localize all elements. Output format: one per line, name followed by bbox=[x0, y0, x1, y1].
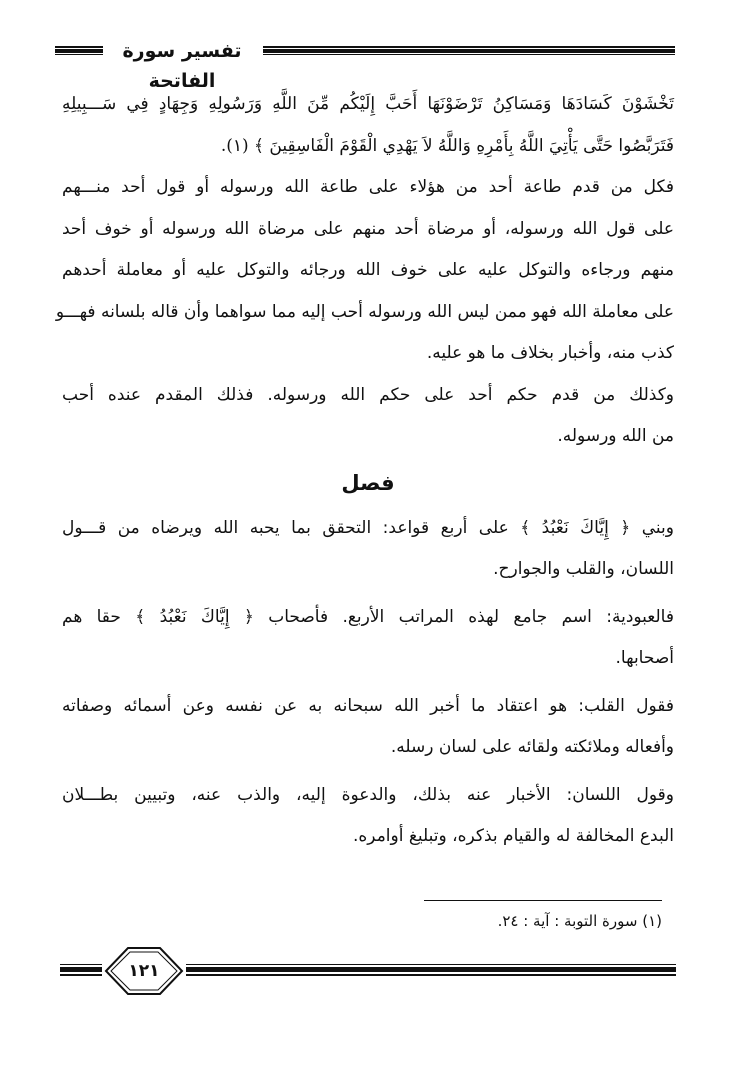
header-rule-right bbox=[263, 46, 675, 55]
footer-rule-right bbox=[186, 964, 676, 976]
page-number: ١٢١ bbox=[128, 961, 160, 981]
section-heading: فصل bbox=[341, 470, 395, 495]
text-line: فقول القلب: هو اعتقاد ما أخبر الله سبحانه به عن نفسه وعن أسمائه وصفاته bbox=[62, 695, 674, 716]
text-line: وقول اللسان: الأخبار عنه بذلك، والدعوة إليه، والذب عنه، وتبيين بطـــلان bbox=[62, 784, 674, 805]
text-line: منهم ورجاءه والتوكل عليه على خوف الله ورجائه والتوكل عليه أو معاملة أحدهم bbox=[62, 260, 674, 280]
text-line: تَخْشَوْنَ كَسَادَهَا وَمَسَاكِنُ تَرْضَوْنَهَا أَحَبَّ إِلَيْكُم مِّنَ اللَّهِ وَرَسُولِهِ وَجِهَادٍ فِي سَـــبِيلِهِ bbox=[62, 94, 674, 114]
running-header bbox=[55, 36, 675, 92]
text-line: على معاملة الله فهو ممن ليس الله ورسوله أحب إليه مما سواهما وأن قاله بلسانه فهـــو bbox=[55, 301, 674, 322]
footnote-separator bbox=[424, 900, 662, 901]
text-line: فكل من قدم طاعة أحد من هؤلاء على طاعة الله ورسوله أو قول أحد منـــهم bbox=[62, 177, 674, 197]
paragraph bbox=[62, 686, 674, 769]
text-line: فالعبودية: اسم جامع لهذه المراتب الأربع. فأصحاب ﴿ إِيَّاكَ نَعْبُدُ ﴾ حقا هم bbox=[62, 606, 674, 627]
paragraph bbox=[62, 597, 674, 680]
paragraph bbox=[62, 375, 674, 458]
paragraph bbox=[55, 167, 674, 375]
text-line: من الله ورسوله. bbox=[557, 426, 674, 446]
text-line: وبني ﴿ إِيَّاكَ نَعْبُدُ ﴾ على أربع قواعد: التحقق بما يحبه الله ويرضاه من قـــول bbox=[62, 517, 674, 538]
text-line: على قول الله ورسوله، أو مرضاة أحد منهم على مرضاة الله ورسوله أو خوف أحد bbox=[62, 218, 674, 239]
text-line: البدع المخالفة له والقيام بذكره، وتبليغ أوامره. bbox=[353, 826, 674, 846]
text-line: كذب منه، وأخبار بخلاف ما هو عليه. bbox=[426, 343, 674, 363]
text-line: أصحابها. bbox=[615, 648, 674, 668]
text-line: وكذلك من قدم حكم أحد على حكم الله ورسوله. فذلك المقدم عنده أحب bbox=[62, 384, 674, 405]
text-line: اللسان، والقلب والجوارح. bbox=[493, 559, 674, 579]
header-title: تفسير سورة الفاتحة bbox=[122, 40, 242, 92]
paragraph bbox=[62, 775, 674, 858]
text-line: فَتَرَبَّصُوا حَتَّى يَأْتِيَ اللَّهُ بِأَمْرِهِ وَاللَّهُ لاَ يَهْدِي الْقَوْمَ الْفَاسِقِينَ ﴾ (١). bbox=[220, 135, 674, 156]
main-text bbox=[55, 84, 674, 858]
footer-rule-left bbox=[60, 964, 102, 976]
paragraph bbox=[62, 508, 674, 591]
footnote: (١) سورة التوبة : آية : ٢٤. bbox=[497, 912, 662, 930]
header-rule-left bbox=[55, 46, 103, 55]
page-footer bbox=[60, 946, 676, 996]
paragraph bbox=[62, 84, 674, 167]
text-line: وأفعاله وملائكته ولقائه على لسان رسله. bbox=[390, 737, 674, 757]
